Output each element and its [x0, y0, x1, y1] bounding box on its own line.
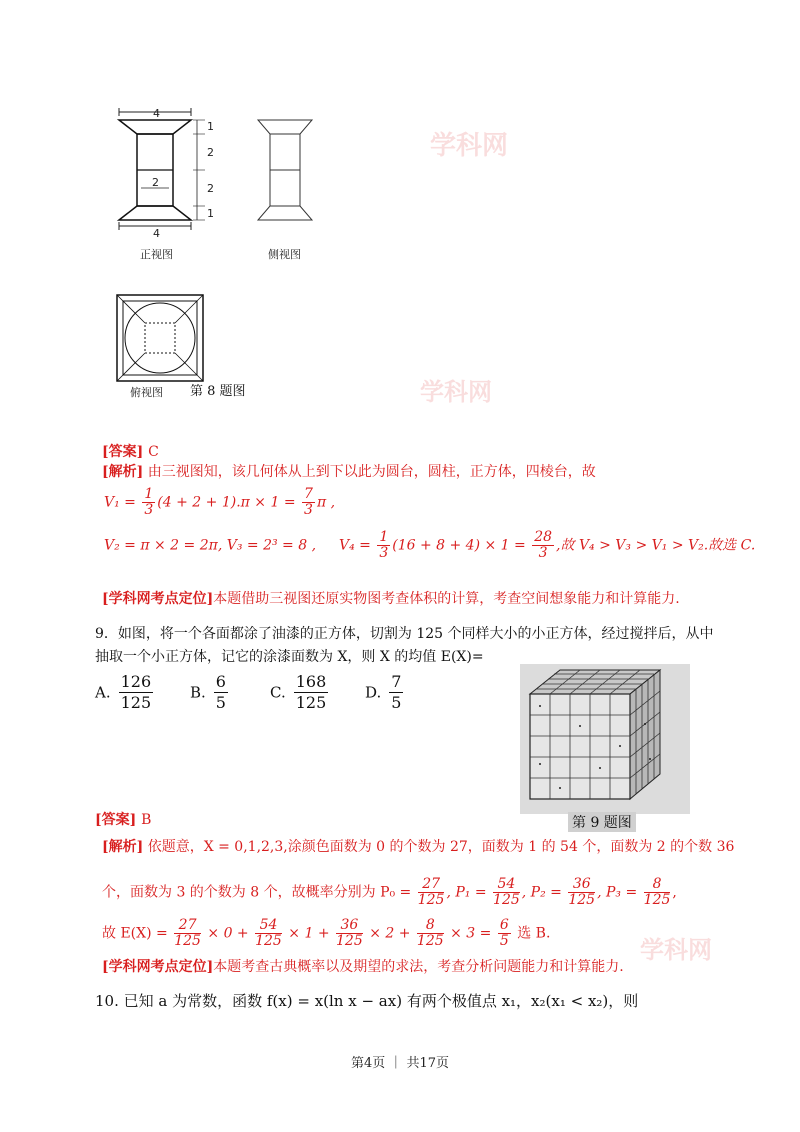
dim-h4: 1 — [207, 207, 214, 220]
q9-stem-line2: 抽取一个小正方体，记它的涂漆面数为 X，则 X 的均值 E(X)= — [95, 649, 484, 665]
analysis-text: 由三视图知，该几何体从上到下以此为圆台，圆柱，正方体，四棱台，故 — [147, 464, 596, 480]
figure-9 — [520, 664, 690, 834]
formula-text: V₄ = — [338, 537, 376, 554]
q9-stem-line1: 9．如图，将一个各面都涂了油漆的正方体，切割为 125 个同样大小的小正方体，经过搅拌后，从中 — [95, 626, 714, 642]
q8-v1-formula — [104, 487, 335, 518]
answer-value: B — [141, 812, 152, 828]
fraction: $\frac{1}{3}$ — [379, 529, 389, 561]
q8-analysis — [102, 463, 596, 481]
answer-tag: [答案] — [95, 812, 137, 828]
top-view-label: 俯视图 — [130, 386, 163, 399]
formula-text: (4 + 2 + 1).π × 1 = — [157, 494, 301, 511]
fraction: $\frac{28}{3}$ — [534, 529, 553, 561]
option-c: C. $\frac{168}{125}$ — [270, 672, 327, 712]
position-text: 本题考查古典概率以及期望的求法，考查分析问题能力和计算能力. — [213, 959, 624, 975]
dim-h2: 2 — [207, 146, 214, 159]
fraction: $\frac{27}{125}$ — [417, 876, 445, 908]
figure-8-caption: 第 8 题图 — [190, 384, 246, 399]
position-tag: [学科网考点定位] — [102, 591, 214, 607]
watermark: 学科网 — [420, 378, 492, 406]
analysis-text: 依题意，X = 0,1,2,3,涂颜色面数为 0 的个数为 27，面数为 1 的 54 个，面数为 2 的个数 36 — [147, 839, 735, 855]
q8-v2-v4-formula — [104, 530, 755, 561]
q9-options — [95, 672, 515, 722]
dim-mid-width: 2 — [152, 176, 159, 189]
q8-answer — [102, 443, 159, 461]
fraction: $\frac{1}{3}$ — [144, 486, 154, 518]
figure-9-caption: 第 9 题图 — [568, 812, 636, 832]
q10-stem: 10. 已知 a 为常数，函数 f(x) = x(ln x − ax) 有两个极值点 x₁，x₂(x₁ < x₂)，则 — [95, 992, 639, 1010]
fraction: $\frac{54}{125}$ — [255, 917, 282, 949]
formula-text: V₂ = π × 2 = 2π, V₃ = 2³ = 8 , — [104, 537, 317, 554]
fraction: $\frac{54}{125}$ — [493, 876, 520, 908]
q9-analysis-line1 — [102, 838, 734, 856]
fraction: $\frac{27}{125}$ — [174, 917, 201, 949]
fraction: $\frac{6}{5}$ — [499, 917, 509, 949]
analysis-tag: [解析] — [102, 839, 144, 855]
dim-bottom-width: 4 — [153, 227, 160, 240]
option-b: B. $\frac{6}{5}$ — [190, 672, 226, 712]
fraction: $\frac{8}{125}$ — [643, 876, 671, 908]
q8-key-point — [102, 590, 680, 608]
q9-answer — [95, 811, 151, 829]
q9-expectation: 故 E(X) = $\frac{27}{125}$ × 0 + $\frac{54}{125}$ × 1 + $\frac{36}{125}$ × 2 + $\frac{8}{125}$ × 3 = $\frac{6}{5}$ 选 B. — [102, 917, 551, 949]
fraction: $\frac{8}{125}$ — [416, 917, 444, 949]
fraction: $\frac{36}{125}$ — [568, 876, 596, 908]
formula-text: π , — [316, 494, 336, 511]
front-view-label: 正视图 — [140, 248, 173, 261]
top-view-drawing — [115, 293, 205, 383]
cube-drawing — [520, 664, 690, 814]
fraction: $\frac{7}{3}$ — [304, 486, 313, 518]
watermark: 学科网 — [640, 936, 712, 964]
answer-tag: [答案] — [102, 444, 144, 460]
dim-h1: 1 — [207, 120, 214, 133]
formula-text: V₁ = — [104, 494, 141, 511]
formula-text: (16 + 8 + 4) × 1 = — [392, 537, 531, 554]
analysis-tag: [解析] — [102, 464, 144, 480]
figure-8 — [100, 100, 420, 410]
fraction: $\frac{36}{125}$ — [336, 917, 363, 949]
formula-text: ,故 V₄ > V₃ > V₁ > V₂.故选 C. — [556, 537, 756, 554]
option-a: A. $\frac{126}{125}$ — [95, 672, 152, 712]
position-text: 本题借助三视图还原实物图考查体积的计算，考查空间想象能力和计算能力. — [213, 591, 680, 607]
option-d: D. $\frac{7}{5}$ — [365, 672, 402, 712]
q9-analysis-line2: 个，面数为 3 的个数为 8 个，故概率分别为 P₀ = $\frac{27}{125}$ , P₁ = $\frac{54}{125}$ , P₂ = $\frac{36}{125}$ , P₃ = $\frac{8}{125}$ , — [102, 876, 677, 908]
side-view-drawing — [250, 110, 340, 250]
analysis-text: 个，面数为 3 的个数为 8 个，故概率分别为 P₀ = — [102, 884, 416, 901]
answer-value: C — [148, 444, 159, 460]
position-tag: [学科网考点定位] — [102, 959, 214, 975]
dim-top-width: 4 — [153, 107, 160, 120]
watermark: 学科网 — [430, 131, 509, 161]
dim-h3: 2 — [207, 182, 214, 195]
page-footer: 第4页 ｜ 共17页 — [350, 1056, 450, 1071]
q9-key-point — [102, 958, 624, 976]
analysis-text: 故 E(X) = — [102, 925, 173, 942]
side-view-label: 侧视图 — [268, 248, 301, 261]
